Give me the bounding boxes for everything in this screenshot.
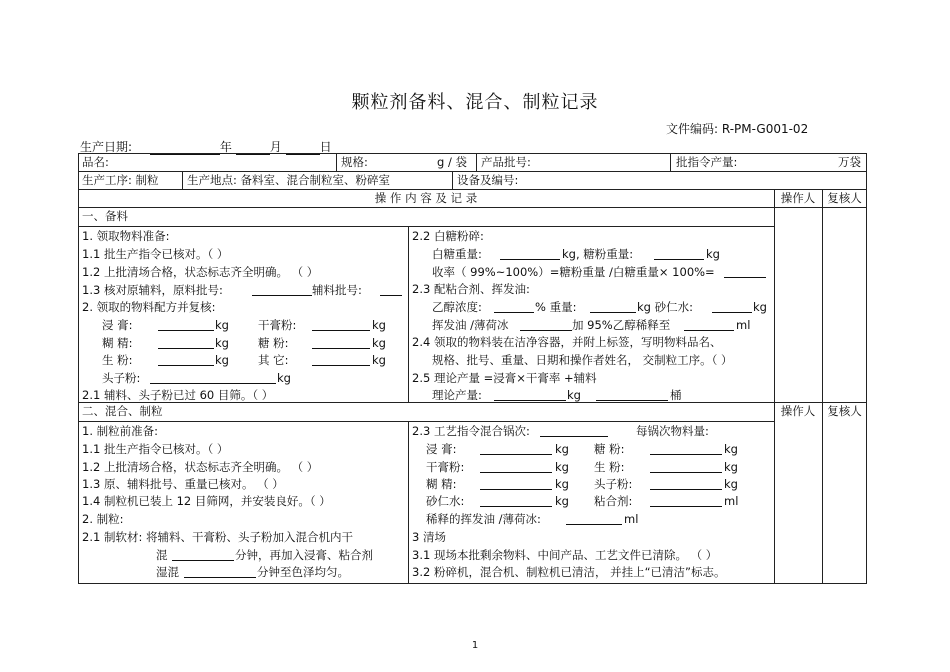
kg-unit: kg <box>724 477 738 491</box>
spec-label: 规格: <box>341 155 368 169</box>
dextrin-label: 糊 精: <box>102 336 133 350</box>
s2-sugar-blank[interactable] <box>650 442 722 455</box>
s2-item-2: 2. 制粒: <box>82 512 124 526</box>
sugar-powder-weight-blank[interactable] <box>654 247 704 260</box>
s2-item-1-3: 1.3 原、辅料批号、重量已核对。 （ ） <box>82 477 284 491</box>
kg-unit: kg <box>215 318 229 332</box>
reviewer-header: 复核人 <box>827 191 862 205</box>
kg-unit: kg <box>724 460 738 474</box>
dry-mix-label: 混 <box>156 548 168 562</box>
day-label: 日 <box>319 140 332 154</box>
col-divider <box>476 153 477 171</box>
s2-item-2-1: 2.1 制软材: 将辅料、干膏粉、头子粉加入混合机内干 <box>82 530 353 544</box>
location-label: 生产地点: 备料室、混合制粒室、粉碎室 <box>187 173 391 187</box>
row-divider <box>78 402 867 403</box>
kg-unit: kg <box>555 442 569 456</box>
starch-label: 生 粉: <box>102 353 133 367</box>
ethanol-conc-label: 乙醇浓度: <box>432 300 482 314</box>
section2-title: 二、混合、制粒 <box>82 404 163 418</box>
reviewer-header-2: 复核人 <box>827 404 862 418</box>
row-divider <box>78 171 867 172</box>
ethanol-weight-label: % 重量: <box>535 300 577 314</box>
s1-item-2-2: 2.2 白糖粉碎: <box>412 229 484 243</box>
extract-blank[interactable] <box>158 318 214 331</box>
month-label: 月 <box>269 140 282 154</box>
operator-header: 操作人 <box>780 191 816 205</box>
raw-batch-blank[interactable] <box>252 283 312 296</box>
s1-item-2-5: 2.5 理论产量 =浸膏×干膏率 +辅料 <box>412 371 597 385</box>
ethanol-conc-blank[interactable] <box>494 300 534 313</box>
s2-binder-label: 粘合剂: <box>594 494 633 508</box>
s1-item-1-3: 1.3 核对原辅料，原料批号: <box>82 283 223 297</box>
extract-label: 浸 膏: <box>102 318 133 332</box>
operator-header-2: 操作人 <box>780 404 816 418</box>
s2-starch-label: 生 粉: <box>594 460 625 474</box>
kg-unit: kg <box>372 353 386 367</box>
sugar-powder-label: 糖 粉: <box>258 336 289 350</box>
row-divider <box>78 226 774 227</box>
kg-unit: kg <box>277 371 291 385</box>
barrel-blank[interactable] <box>596 388 668 401</box>
col-divider <box>822 189 823 584</box>
head-powder-label: 头子粉: <box>102 371 141 385</box>
theory-yield-label: 理论产量: <box>432 388 482 402</box>
sugar-powder-blank[interactable] <box>312 336 370 349</box>
amomum-water-label: kg 砂仁水: <box>637 300 693 314</box>
document-title: 颗粒剂备料、混合、制粒记录 <box>351 92 599 113</box>
year-label: 年 <box>219 140 232 154</box>
s1-item-2-4-cont: 规格、批号、重量、日期和操作者姓名， 交制粒工序。（ ） <box>432 353 733 367</box>
s1-item-2-3: 2.3 配粘合剂、挥发油: <box>412 282 530 296</box>
kg-unit: kg <box>372 336 386 350</box>
dry-mix-text: 分钟，再加入浸膏、粘合剂 <box>235 548 373 562</box>
kg-unit: kg <box>567 388 581 402</box>
dextrin-blank[interactable] <box>158 336 214 349</box>
dry-mix-blank[interactable] <box>172 548 234 561</box>
yield-formula: 收率（ 99%~100%）=糖粉重量 /白糖重量× 100%= <box>432 265 715 279</box>
dry-powder-blank[interactable] <box>312 318 370 331</box>
col-divider <box>452 171 453 189</box>
order-unit: 万袋 <box>838 155 861 169</box>
kg-unit: kg <box>215 336 229 350</box>
kg-unit: kg <box>555 460 569 474</box>
page-number: 1 <box>471 640 479 651</box>
s2-amomum-label: 砂仁水: <box>426 494 465 508</box>
s1-item-2: 2. 领取的物料配方并复核: <box>82 300 216 314</box>
col-divider <box>774 189 775 584</box>
col-divider <box>408 226 409 402</box>
s2-dry-powder-blank[interactable] <box>480 460 552 473</box>
col-divider <box>408 421 409 584</box>
per-batch-label: 每锅次物料量: <box>636 424 709 438</box>
s1-item-1-2: 1.2 上批清场合格，状态标志齐全明确。 （ ） <box>82 265 319 279</box>
product-name-label: 品名: <box>82 155 109 169</box>
kg-unit: kg <box>555 477 569 491</box>
s2-extract-label: 浸 膏: <box>426 442 457 456</box>
ethanol-weight-blank[interactable] <box>590 300 636 313</box>
kg-unit: kg <box>753 300 767 314</box>
mix-batches-blank[interactable] <box>540 424 608 437</box>
sugar-weight-label: 白糖重量: <box>432 247 482 261</box>
kg-unit: kg <box>215 353 229 367</box>
s1-item-2-1: 2.1 辅料、头子粉已过 60 目筛。（ ） <box>82 388 274 402</box>
s2-item-1-1: 1.1 批生产指令已核对。（ ） <box>82 442 229 456</box>
theory-yield-blank[interactable] <box>494 388 566 401</box>
s2-head-powder-blank[interactable] <box>650 477 722 490</box>
kg-unit: kg <box>372 318 386 332</box>
head-powder-blank[interactable] <box>150 371 276 384</box>
yield-blank[interactable] <box>724 265 766 278</box>
s2-dextrin-label: 糊 精: <box>426 477 457 491</box>
ml-unit: ml <box>736 318 751 332</box>
dilute-label: 加 95%乙醇稀释至 <box>572 318 671 332</box>
s1-item-1-1: 1.1 批生产指令已核对。（ ） <box>82 247 229 261</box>
starch-blank[interactable] <box>158 353 214 366</box>
volatile-oil-blank[interactable] <box>520 318 572 331</box>
diluted-oil-blank[interactable] <box>566 512 622 525</box>
s1-item-1: 1. 领取物料准备: <box>82 229 170 243</box>
s2-item-3: 3 清场 <box>412 530 446 544</box>
s2-item-1: 1. 制粒前准备: <box>82 424 159 438</box>
s2-head-powder-label: 头子粉: <box>594 477 633 491</box>
equipment-label: 设备及编号: <box>457 173 519 187</box>
order-qty-label: 批指令产量: <box>676 155 738 169</box>
s2-dextrin-blank[interactable] <box>480 477 552 490</box>
row-divider <box>78 421 774 422</box>
date-label: 生产日期: <box>80 140 133 154</box>
dilute-blank[interactable] <box>684 318 734 331</box>
sugar-powder-weight-label: kg, 糖粉重量: <box>562 247 634 261</box>
aux-batch-label: 辅料批号: <box>312 283 362 297</box>
s2-item-3-1: 3.1 现场本批剩余物料、中间产品、工艺文件已清除。 （ ） <box>412 548 718 562</box>
kg-unit: kg <box>706 247 720 261</box>
amomum-water-blank[interactable] <box>712 300 752 313</box>
process-label: 生产工序: 制粒 <box>82 173 159 187</box>
spec-unit: g / 袋 <box>437 155 467 169</box>
diluted-oil-label: 稀释的挥发油 /薄荷冰: <box>426 512 541 526</box>
document-code: 文件编码: R-PM-G001-02 <box>666 122 809 136</box>
row-divider <box>78 207 867 208</box>
s2-item-3-2: 3.2 粉碎机，混合机、制粒机已清洁， 并挂上“已清洁”标志。 <box>412 565 726 579</box>
wet-mix-label: 湿混 <box>156 565 179 579</box>
other-label: 其 它: <box>258 353 289 367</box>
kg-unit: kg <box>724 442 738 456</box>
barrel-unit: 桶 <box>670 388 682 402</box>
wet-mix-text: 分钟至色泽均匀。 <box>257 565 349 579</box>
dry-powder-label: 干膏粉: <box>258 318 297 332</box>
s2-amomum-blank[interactable] <box>480 494 552 507</box>
s2-item-2-3: 2.3 工艺指令混合锅次: <box>412 424 530 438</box>
s2-binder-blank[interactable] <box>650 494 722 507</box>
col-divider <box>336 153 337 171</box>
s2-extract-blank[interactable] <box>480 442 552 455</box>
section1-title: 一、备料 <box>82 209 128 223</box>
aux-batch-blank[interactable] <box>380 283 402 296</box>
col-divider <box>670 153 671 171</box>
s2-dry-powder-label: 干膏粉: <box>426 460 465 474</box>
ml-unit: ml <box>724 494 739 508</box>
s2-item-1-2: 1.2 上批清场合格，状态标志齐全明确。 （ ） <box>82 460 319 474</box>
s2-item-1-4: 1.4 制粒机已装上 12 目筛网，并安装良好。（ ） <box>82 494 331 508</box>
batch-no-label: 产品批号: <box>481 155 531 169</box>
s1-item-2-4: 2.4 领取的物料装在洁净容器，并附上标签，写明物料品名、 <box>412 335 722 349</box>
s2-starch-blank[interactable] <box>650 460 722 473</box>
ops-header: 操 作 内 容 及 记 录 <box>374 191 478 205</box>
volatile-oil-label: 挥发油 /薄荷冰 <box>432 318 509 332</box>
row-divider <box>78 189 867 190</box>
s2-sugar-label: 糖 粉: <box>594 442 625 456</box>
col-divider <box>182 171 183 189</box>
sugar-weight-blank[interactable] <box>500 247 560 260</box>
ml-unit: ml <box>624 512 639 526</box>
wet-mix-blank[interactable] <box>184 565 256 578</box>
kg-unit: kg <box>555 494 569 508</box>
other-blank[interactable] <box>312 353 370 366</box>
